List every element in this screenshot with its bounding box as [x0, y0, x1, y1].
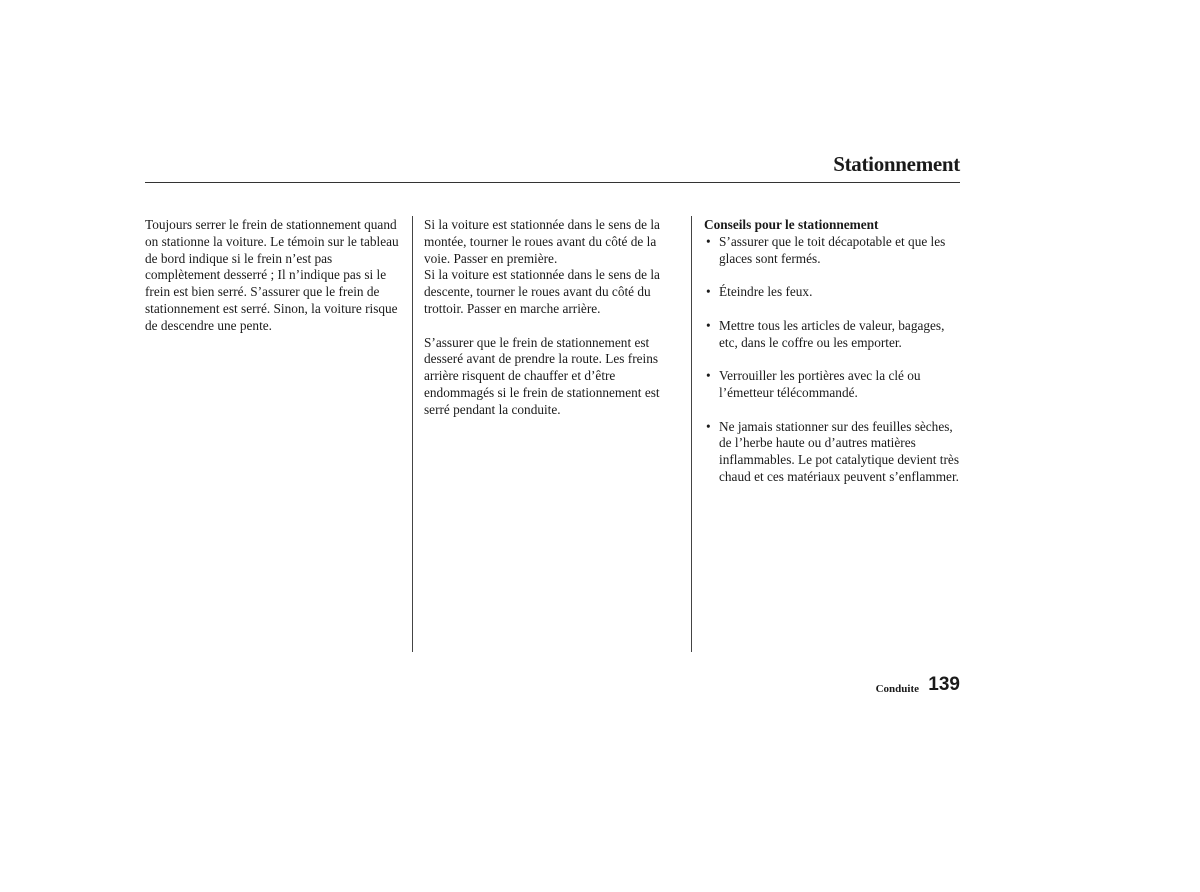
- header-rule: [145, 182, 960, 183]
- bullet-icon: •: [706, 284, 711, 300]
- list-item: [704, 419, 966, 486]
- list-item: [704, 368, 966, 402]
- section-heading: Conseils pour le stationnement: [704, 217, 879, 232]
- tip-text: Ne jamais stationner sur des feuilles sèches, de l’herbe haute ou d’autres matières inflammables. Le pot catalytique devient très chaud et ces matériaux peuvent s’enflammer.: [719, 418, 959, 484]
- paragraph-gap: [424, 318, 680, 335]
- footer-section-label: Conduite: [875, 683, 919, 695]
- downhill-paragraph: Si la voiture est stationnée dans le sens de la descente, tourner le roues avant du côté du trottoir. Passer en marche arrière.: [424, 267, 660, 316]
- tip-text: Éteindre les feux.: [719, 284, 813, 300]
- middle-column: [424, 217, 680, 419]
- tip-text: Mettre tous les articles de valeur, bagages, etc, dans le coffre ou les emporter.: [719, 317, 945, 350]
- tip-text: S’assurer que le toit décapotable et que les glaces sont fermés.: [719, 233, 946, 266]
- uphill-paragraph: Si la voiture est stationnée dans le sens de la montée, tourner le roues avant du côté de la voie. Passer en première.: [424, 217, 660, 266]
- bullet-icon: •: [706, 368, 711, 384]
- bullet-icon: •: [706, 317, 711, 333]
- list-item: [704, 318, 966, 352]
- tip-text: Verrouiller les portières avec la clé ou l’émetteur télécommandé.: [719, 368, 921, 400]
- page-title: Stationnement: [833, 152, 960, 176]
- list-item: [704, 284, 966, 301]
- column-divider-right: [691, 216, 692, 652]
- right-column: [704, 217, 966, 503]
- column-divider-left: [412, 216, 413, 652]
- list-item: [704, 234, 966, 268]
- brake-release-paragraph: S’assurer que le frein de stationnement est desseré avant de prendre la route. Les freins arrière risquent de chauffer et d’être endommagés si le frein de stationnement est serré pendant la conduite.: [424, 334, 660, 417]
- page-number: 139: [928, 674, 960, 695]
- bullet-icon: •: [706, 418, 711, 434]
- parking-brake-paragraph: Toujours serrer le frein de stationnement quand on stationne la voiture. Le témoin sur le tableau de bord indique si le frein n’est pas complètement desserré ; Il n’indique pas si le frein est bien serré. S’assurer que le frein de stationnement est serré. Sinon, la voiture risque de descendre une pente.: [145, 217, 399, 333]
- left-column: [145, 217, 403, 335]
- parking-tips-list: [704, 234, 966, 486]
- bullet-icon: •: [706, 233, 711, 249]
